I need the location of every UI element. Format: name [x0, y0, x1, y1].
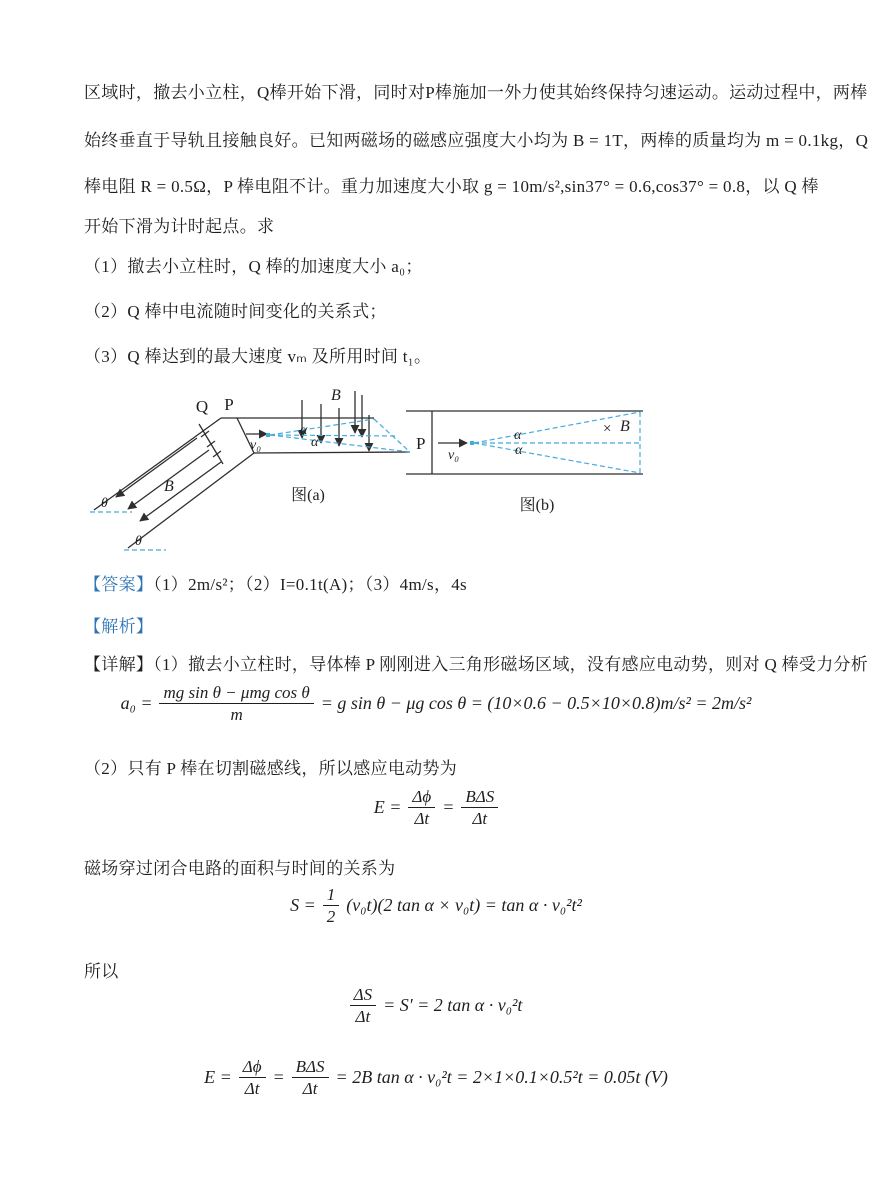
- formula-dsdt-rhs: = S′ = 2 tan α · v₀²t: [383, 995, 523, 1016]
- formula-emf1-equals: =: [442, 797, 455, 818]
- problem-text-line-4: 开始下滑为计时起点。求: [84, 217, 275, 236]
- detail-label: 【详解】: [84, 655, 154, 674]
- frac-num: BΔS: [461, 786, 498, 808]
- formula-emf1-lhs: E =: [373, 797, 402, 818]
- answer-label: 【答案】: [84, 575, 154, 594]
- formula-emf2-equals: =: [272, 1067, 285, 1088]
- formula-a0-lhs: a₀ =: [120, 693, 153, 714]
- alpha-lower-label: α: [311, 435, 319, 450]
- formula-a0-numerator: mg sin θ − μmg cos θ: [159, 682, 313, 704]
- theta-bottom-label: θ: [135, 534, 142, 549]
- figure-b-caption: 图(b): [519, 497, 555, 514]
- frac-num: BΔS: [292, 1056, 329, 1078]
- frac-den: Δt: [302, 1079, 318, 1099]
- alpha-upper-label: α: [300, 423, 308, 438]
- formula-a0: [0, 682, 872, 726]
- detail-line-3: 磁场穿过闭合电路的面积与时间的关系为: [84, 859, 396, 878]
- problem-text-line-3: 棒电阻 R = 0.5Ω，P 棒电阻不计。重力加速度大小取 g = 10m/s²,sin37° = 0.6,cos37° = 0.8，以 Q 棒: [84, 177, 819, 196]
- alpha-upper-label: α: [514, 428, 522, 443]
- analysis-label: 【解析】: [84, 617, 154, 636]
- formula-emf2-rhs: = 2B tan α · v₀²t = 2×1×0.1×0.5²t = 0.05t (V): [335, 1067, 668, 1088]
- q-bar-label: Q: [195, 397, 209, 416]
- frac-num: 1: [323, 884, 340, 906]
- formula-ds-dt: [0, 984, 872, 1028]
- figure-a: [78, 388, 410, 571]
- formula-dsdt-fraction: [350, 984, 376, 1028]
- incline-field-label: B: [164, 478, 174, 495]
- formula-emf1-fraction-2: [461, 786, 498, 830]
- formula-emf2-fraction-1: [239, 1056, 266, 1100]
- formula-area: [0, 884, 872, 928]
- question-item-1: （1）撤去小立柱时，Q 棒的加速度大小 a₀；: [84, 257, 423, 276]
- figure-a-caption: 图(a): [291, 487, 325, 504]
- dashed-field-region: [474, 412, 640, 473]
- analysis-line: [84, 612, 794, 637]
- formula-a0-fraction: [159, 682, 313, 726]
- question-item-2: （2）Q 棒中电流随时间变化的关系式；: [84, 302, 387, 321]
- formula-area-fraction: [323, 884, 340, 928]
- p-bar-label: P: [416, 434, 426, 453]
- problem-text-line-1: 区域时，撤去小立柱，Q棒开始下滑，同时对P棒施加一外力使其始终保持匀速运动。运动过程中，两棒: [84, 83, 868, 102]
- formula-a0-denominator: m: [230, 705, 243, 725]
- formula-emf-2: [0, 1056, 872, 1100]
- frac-den: Δt: [244, 1079, 260, 1099]
- detail-line-1: [84, 650, 869, 675]
- frac-num: Δϕ: [239, 1056, 266, 1078]
- frac-den: Δt: [355, 1007, 371, 1027]
- detail-line-2: （2）只有 P 棒在切割磁感线，所以感应电动势为: [84, 759, 458, 778]
- formula-emf2-lhs: E =: [204, 1067, 232, 1088]
- top-field-label: B: [331, 388, 341, 404]
- alpha-lower-label: α: [515, 443, 523, 458]
- figure-a-drawing: [78, 388, 410, 566]
- field-label: B: [620, 418, 630, 435]
- p-bar-label: P: [224, 395, 234, 414]
- answer-text: （1）2m/s²；（2）I=0.1t(A)；（3）4m/s，4s: [153, 575, 467, 594]
- frac-den: 2: [326, 907, 336, 927]
- problem-text-line-2: 始终垂直于导轨且接触良好。已知两磁场的磁感应强度大小均为 B = 1T，两棒的质量均为 m = 0.1kg，Q: [84, 131, 869, 150]
- v0-label: v₀: [250, 438, 262, 453]
- detail-line-4: 所以: [84, 962, 119, 981]
- formula-emf-1: [0, 786, 872, 830]
- answer-line: [84, 570, 794, 595]
- triangle-apex-dot: [266, 433, 270, 437]
- question-item-3: （3）Q 棒达到的最大速度 vₘ 及所用时间 t₁。: [84, 347, 432, 366]
- formula-emf2-fraction-2: [292, 1056, 329, 1100]
- theta-top-label: θ: [101, 496, 108, 511]
- triangle-apex-dot: [470, 441, 474, 445]
- frac-den: Δt: [472, 809, 488, 829]
- formula-a0-rhs: = g sin θ − μg cos θ = (10×0.6 − 0.5×10×0.8)m/s² = 2m/s²: [320, 693, 752, 714]
- detail-p1: （1）撤去小立柱时，导体棒 P 刚刚进入三角形磁场区域，没有感应电动势，则对 Q 棒受力分析: [153, 655, 869, 674]
- figure-b: [400, 398, 652, 525]
- frac-den: Δt: [414, 809, 430, 829]
- formula-emf1-fraction-1: [408, 786, 435, 830]
- formula-area-lhs: S =: [290, 895, 316, 916]
- field-into-page-symbol: ×: [603, 421, 612, 437]
- frac-num: Δϕ: [408, 786, 435, 808]
- frac-num: ΔS: [350, 984, 376, 1006]
- v0-label: v₀: [448, 448, 460, 463]
- figure-b-drawing: [400, 398, 652, 520]
- formula-area-rhs: (v₀t)(2 tan α × v₀t) = tan α · v₀²t²: [346, 895, 582, 916]
